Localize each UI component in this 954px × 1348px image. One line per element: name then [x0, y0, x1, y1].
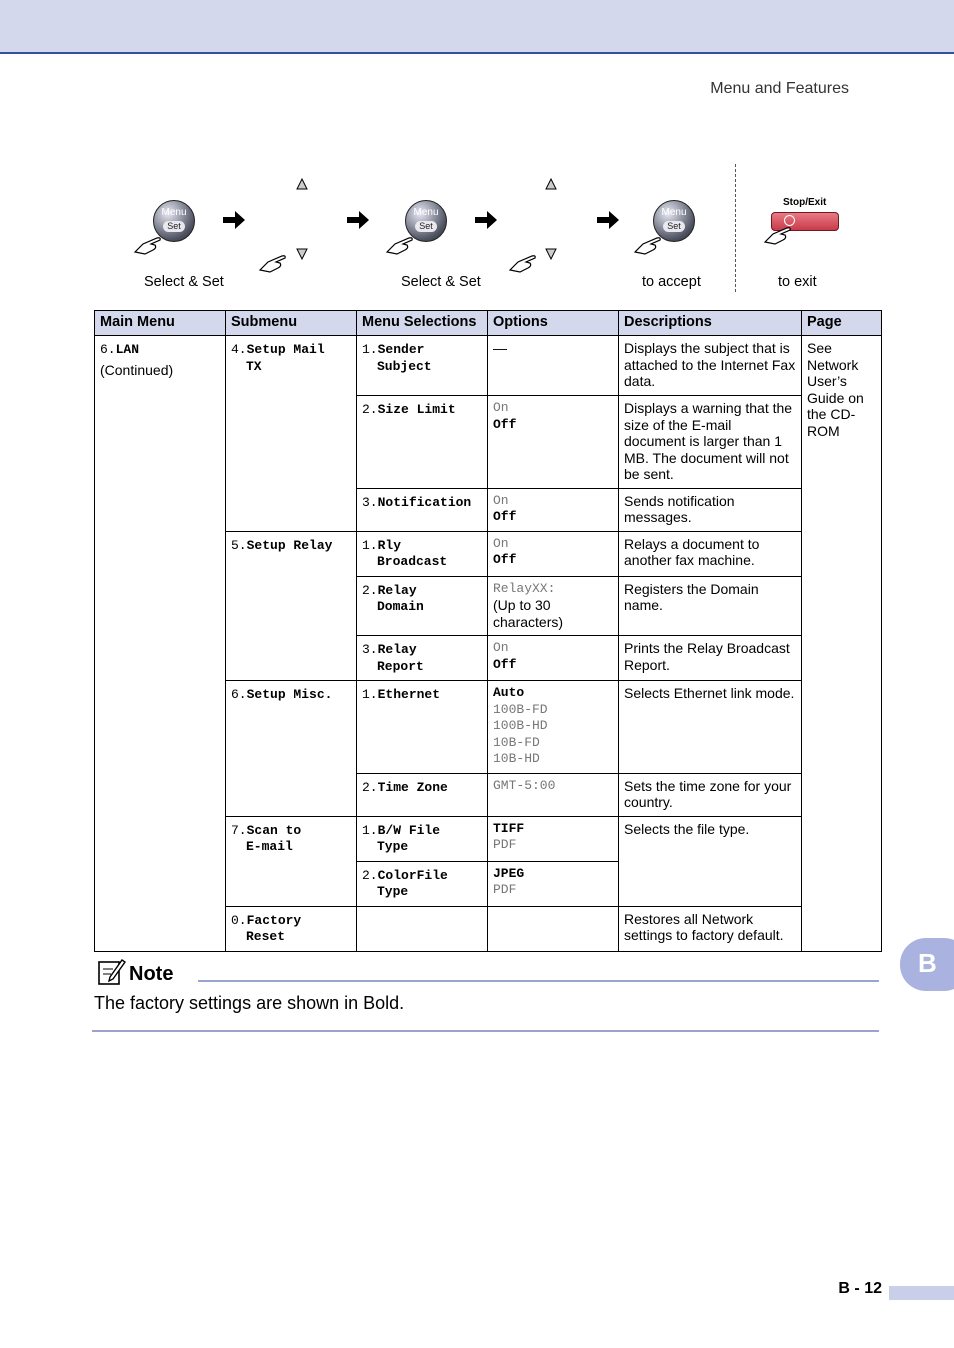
- option-default: Off: [493, 552, 517, 567]
- option-value: On: [493, 400, 509, 415]
- set-label: Set: [163, 221, 185, 232]
- description-cell: Restores all Network settings to factory default.: [619, 906, 802, 951]
- page-cell: See Network User’s Guide on the CD-ROM: [802, 336, 882, 952]
- submenu-name-cont: E-mail: [246, 839, 293, 854]
- description-cell: Selects Ethernet link mode.: [619, 681, 802, 774]
- menu-label: Menu: [661, 207, 687, 218]
- submenu-name: Setup Relay: [246, 537, 333, 553]
- option-default: Off: [493, 509, 517, 524]
- option-default: Off: [493, 656, 517, 672]
- option-value: 100B-HD: [493, 718, 548, 733]
- selection-name-cont: Type: [377, 884, 409, 899]
- top-band: [0, 0, 954, 54]
- right-arrow-icon: [597, 211, 619, 229]
- main-menu-number: 6.: [100, 342, 116, 357]
- submenu-name-cont: Reset: [246, 929, 286, 944]
- menu-table: [94, 310, 882, 952]
- selection-name: ColorFile: [377, 867, 448, 883]
- note-box: [94, 955, 879, 1035]
- table-row: [95, 336, 882, 396]
- option-value: 10B-FD: [493, 734, 540, 750]
- options-cell: [488, 861, 619, 906]
- selection-name: Size Limit: [377, 402, 456, 417]
- submenu-cell: [226, 906, 357, 951]
- header-options: Options: [488, 311, 619, 336]
- main-menu-note: (Continued): [100, 361, 174, 378]
- key-sequence-diagram: [0, 160, 954, 300]
- submenu-number: 4.: [231, 342, 247, 357]
- down-triangle-icon: [545, 248, 557, 260]
- option-value: RelayXX:: [493, 580, 556, 596]
- selection-number: 1.: [362, 537, 378, 553]
- selection-name-cont: Report: [377, 658, 424, 674]
- selection-cell: [357, 816, 488, 861]
- option-value: On: [493, 640, 509, 655]
- submenu-number: 5.: [231, 537, 247, 553]
- options-cell: [488, 531, 619, 576]
- submenu-name: Scan to: [246, 822, 302, 838]
- option-value: On: [493, 492, 509, 508]
- submenu-cell: [226, 336, 357, 532]
- pointing-hand-icon: [763, 222, 799, 248]
- submenu-name: Setup Mail: [246, 342, 325, 357]
- options-cell: [488, 488, 619, 531]
- option-note: (Up to 30 characters): [493, 597, 564, 630]
- pointing-hand-icon: [258, 250, 294, 276]
- option-value: On: [493, 535, 509, 551]
- submenu-cell: [226, 531, 357, 681]
- description-cell: Sets the time zone for your country.: [619, 773, 802, 816]
- chapter-tab: [900, 938, 954, 991]
- page-number: B - 12: [838, 1280, 882, 1297]
- options-cell: [488, 816, 619, 861]
- header-submenu: Submenu: [226, 311, 357, 336]
- selection-name: Ethernet: [377, 687, 441, 702]
- main-menu-cell: [95, 336, 226, 952]
- pointing-hand-icon: [633, 232, 669, 258]
- selection-number: 3.: [362, 642, 378, 657]
- right-arrow-icon: [347, 211, 369, 229]
- pointing-hand-icon: [385, 232, 421, 258]
- chapter-tab-letter: B: [918, 948, 937, 978]
- option-default: JPEG: [493, 865, 525, 881]
- option-value: GMT-5:00: [493, 777, 556, 793]
- selection-cell: [357, 906, 488, 951]
- option-value: PDF: [493, 837, 517, 852]
- header-main-menu: Main Menu: [95, 311, 226, 336]
- submenu-cell: [226, 681, 357, 817]
- selection-number: 2.: [362, 779, 378, 795]
- selection-cell: [357, 488, 488, 531]
- selection-cell: [357, 531, 488, 576]
- set-label: Set: [415, 221, 437, 232]
- header-menu-selections: Menu Selections: [357, 311, 488, 336]
- stop-exit-label: Stop/Exit: [783, 197, 827, 208]
- selection-cell: [357, 861, 488, 906]
- up-triangle-icon: [296, 178, 308, 190]
- selection-cell: [357, 681, 488, 774]
- option-default: TIFF: [493, 820, 525, 836]
- selection-name: B/W File: [377, 822, 441, 838]
- selection-number: 1.: [362, 822, 378, 838]
- submenu-name: Factory: [246, 912, 302, 928]
- selection-name-cont: Subject: [377, 358, 432, 374]
- pointing-hand-icon: [133, 232, 169, 258]
- option-value: 100B-FD: [493, 701, 548, 717]
- header-page: Page: [802, 311, 882, 336]
- menu-label: Menu: [413, 207, 439, 218]
- submenu-name-cont: TX: [246, 358, 262, 374]
- selection-cell: [357, 576, 488, 636]
- table-header-row: [95, 311, 882, 336]
- options-cell: [488, 681, 619, 774]
- description-cell: Registers the Domain name.: [619, 576, 802, 636]
- selection-name-cont: Broadcast: [377, 554, 448, 569]
- selection-name: Relay: [377, 642, 417, 657]
- menu-label: Menu: [161, 207, 187, 218]
- option-default: Off: [493, 416, 517, 432]
- note-rule-top: [198, 980, 879, 982]
- selection-number: 1.: [362, 342, 378, 357]
- right-arrow-icon: [475, 211, 497, 229]
- selection-cell: [357, 336, 488, 396]
- description-cell: Relays a document to another fax machine.: [619, 531, 802, 576]
- options-cell: [488, 336, 619, 396]
- right-arrow-icon: [223, 211, 245, 229]
- selection-cell: [357, 396, 488, 489]
- note-pencil-icon: [96, 957, 126, 987]
- option-default: Auto: [493, 685, 525, 700]
- selection-name-cont: Domain: [377, 599, 424, 614]
- description-cell: Displays a warning that the size of the E-mail document is larger than 1 MB. The document will not be sent.: [619, 396, 802, 489]
- selection-name: Time Zone: [377, 779, 448, 795]
- section-title: Menu and Features: [710, 80, 849, 97]
- note-text: The factory settings are shown in Bold.: [94, 993, 405, 1013]
- header-descriptions: Descriptions: [619, 311, 802, 336]
- option-value: PDF: [493, 882, 517, 897]
- set-label: Set: [663, 221, 685, 232]
- pointing-hand-icon: [508, 250, 544, 276]
- diagram-label: Select & Set: [401, 274, 481, 290]
- submenu-cell: [226, 816, 357, 906]
- option-value: 10B-HD: [493, 751, 540, 766]
- note-title: Note: [129, 963, 174, 985]
- diagram-divider: [735, 164, 736, 292]
- selection-name: Notification: [377, 494, 472, 510]
- up-triangle-icon: [545, 178, 557, 190]
- selection-number: 2.: [362, 402, 378, 417]
- selection-name: Rly: [377, 537, 402, 553]
- options-cell: [488, 773, 619, 816]
- submenu-number: 6.: [231, 687, 247, 702]
- selection-number: 2.: [362, 867, 378, 883]
- selection-number: 3.: [362, 494, 378, 510]
- submenu-name: Setup Misc.: [246, 687, 333, 702]
- submenu-number: 0.: [231, 912, 247, 928]
- description-cell: Prints the Relay Broadcast Report.: [619, 636, 802, 681]
- diagram-label: Select & Set: [144, 274, 224, 290]
- description-cell: Displays the subject that is attached to the Internet Fax data.: [619, 336, 802, 396]
- options-cell: [488, 906, 619, 951]
- options-cell: [488, 396, 619, 489]
- note-rule-bottom: [92, 1030, 879, 1032]
- selection-number: 1.: [362, 687, 378, 702]
- selection-name: Sender: [377, 342, 425, 357]
- diagram-label: to exit: [778, 274, 817, 290]
- options-cell: [488, 636, 619, 681]
- main-menu-name: LAN: [115, 342, 140, 357]
- description-cell: Sends notification messages.: [619, 488, 802, 531]
- selection-cell: [357, 773, 488, 816]
- selection-cell: [357, 636, 488, 681]
- options-cell: [488, 576, 619, 636]
- diagram-label: to accept: [642, 274, 701, 290]
- footer-bar: [889, 1286, 954, 1300]
- selection-number: 2.: [362, 582, 378, 598]
- selection-name-cont: Type: [377, 839, 409, 854]
- option-text: —: [493, 340, 507, 356]
- description-cell: Selects the file type.: [619, 816, 802, 906]
- down-triangle-icon: [296, 248, 308, 260]
- submenu-number: 7.: [231, 822, 247, 838]
- selection-name: Relay: [377, 582, 417, 598]
